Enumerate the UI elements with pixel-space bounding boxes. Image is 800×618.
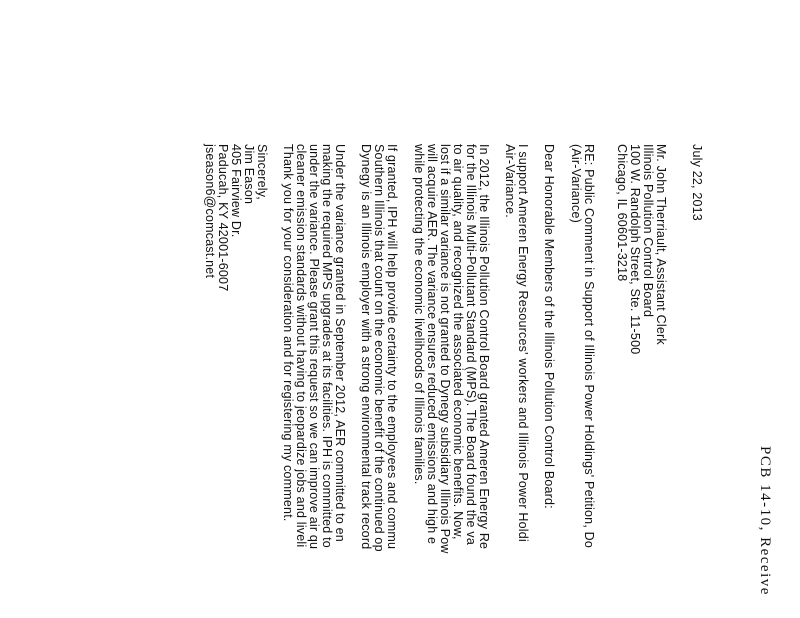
salutation: Dear Honorable Members of the Illinois Pollution Control Board:: [542, 144, 556, 509]
signature-name: Jim Eason: [242, 144, 256, 205]
paragraph-2-line-2: for the Illinois Multi-Pollutant Standard (MPS). The Board found the va: [464, 144, 478, 545]
signature-street: 405 Fairview Dr.: [229, 144, 243, 238]
paragraph-1-line-2: Air-Variance.: [503, 144, 517, 218]
closing-line: Thank you for your consideration and for registering my comment.: [281, 144, 295, 522]
paragraph-2-line-6: while protecting the economic livelihoods of Illinois families.: [412, 144, 426, 485]
subject-line-2: (Air-Variance): [569, 144, 583, 223]
paragraph-3-line-2: Southern Illinois that count on the economic benefit of the continued op: [372, 144, 386, 552]
paragraph-1-line-1: I support Ameren Energy Resources' workers and Illinois Power Holdi: [516, 144, 530, 542]
signature-sincerely: Sincerely,: [255, 144, 269, 200]
recipient-line-4: Chicago, IL 60601-3218: [615, 144, 629, 282]
paragraph-4-line-3: under the variance. Please grant this request so we can improve air qu: [307, 144, 321, 550]
paragraph-4-line-4: cleaner emission standards without having to jeopardize jobs and liveli: [294, 144, 308, 548]
paragraph-4-line-2: making the required MPS upgrades at its facilities. IPH is committed to: [320, 144, 334, 548]
recipient-line-2: Illinois Pollution Control Board: [641, 144, 655, 318]
docket-stamp: PCB 14-10, Receive: [757, 446, 773, 596]
recipient-line-1: Mr. John Therriault, Assistant Clerk: [654, 144, 668, 345]
recipient-line-3: 100 W. Randolph Street, Ste. 11-500: [628, 144, 642, 355]
paragraph-2-line-5: will acquire AER. The variance ensures reduced emissions and high e: [425, 144, 439, 545]
paragraph-2-line-3: to air quality, and recognized the associated economic benefits. Now,: [451, 144, 465, 540]
signature-email: jseason6@comcast.net: [203, 144, 217, 279]
paragraph-2-line-4: lost if a similar variance is not granted to Dynegy subsidiary Illinois Pow: [438, 144, 452, 554]
paragraph-4-line-1: Under the variance granted in September 2012, AER committed to en: [333, 144, 347, 542]
paragraph-3-line-3: Dynegy is an Illinois employer with a strong environmental track record: [359, 144, 373, 550]
letter-date: July 22, 2013: [690, 144, 704, 221]
signature-city: Paducah, KY 42001-6007: [216, 144, 230, 292]
subject-line-1: RE: Public Comment in Support of Illinois Power Holdings' Petition, Do: [582, 144, 596, 549]
paragraph-3-line-1: If granted, IPH will help provide certainty to the employees and commu: [385, 144, 399, 550]
paragraph-2-line-1: In 2012, the Illinois Pollution Control Board granted Ameren Energy Re: [477, 144, 491, 550]
